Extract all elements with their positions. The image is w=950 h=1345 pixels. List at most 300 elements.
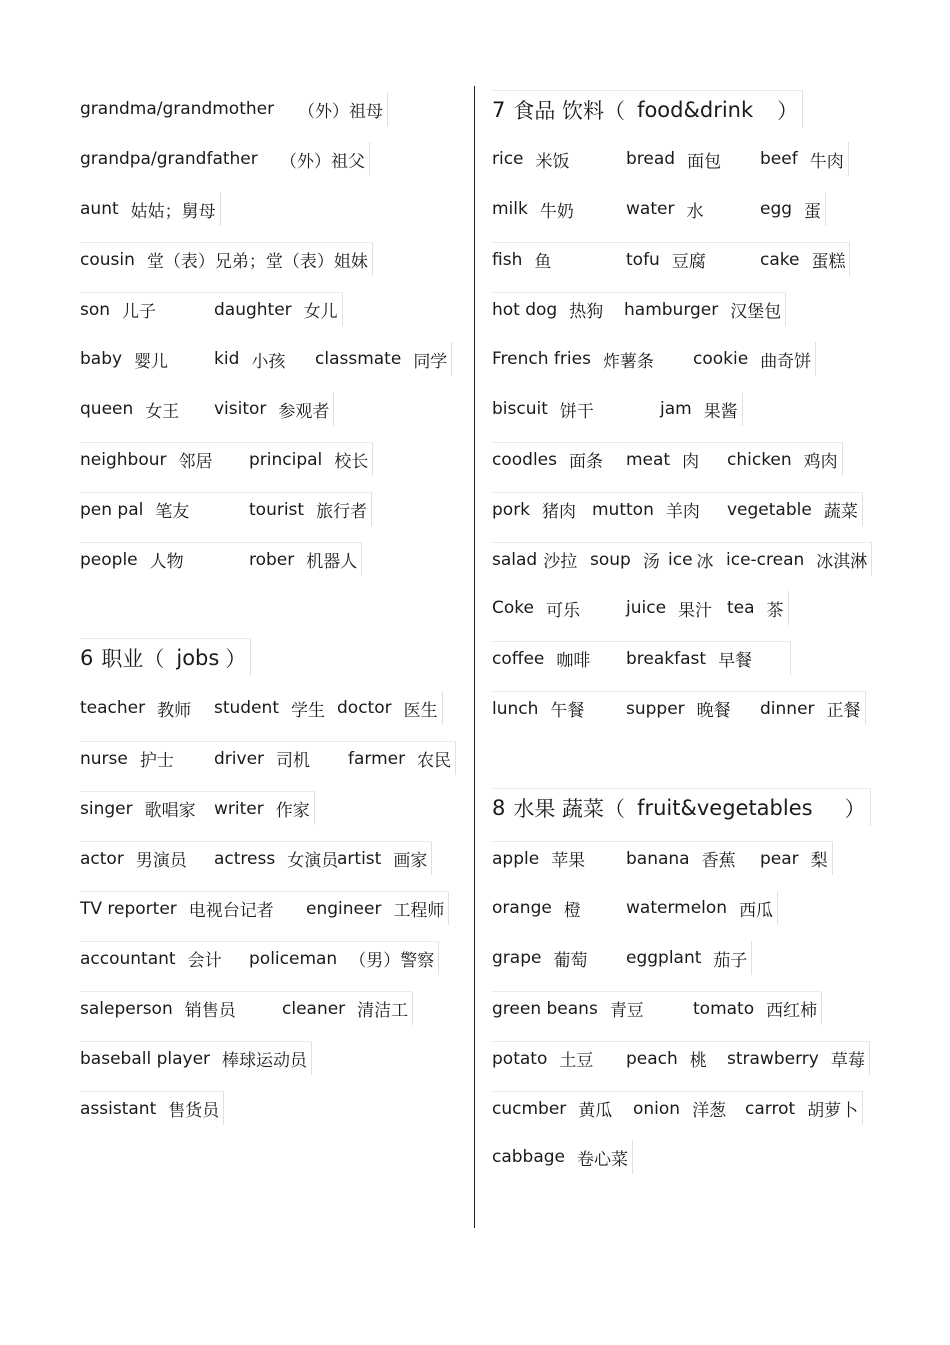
vocab-english: baseball player [80,1048,211,1069]
vocab-pair [760,846,828,871]
vocab-english: hot dog [492,299,558,320]
vocab-english: cabbage [492,1147,566,1167]
vocab-chinese: 热狗 [569,302,604,322]
vocab-pair [727,497,858,522]
vocab-row [492,841,833,875]
vocab-row [492,492,863,526]
vocab-row [492,1091,863,1125]
vocab-english: grape [492,948,542,968]
vocab-english: strawberry [727,1048,819,1069]
vocab-english: mutton [592,499,654,520]
vocab-row [492,591,789,625]
vocab-chinese: 医生 [403,700,438,721]
vocab-row [80,192,221,226]
vocab-row [80,1041,312,1075]
vocab-pair [80,99,298,119]
vocab-pair [492,946,626,971]
column-divider [474,86,475,1228]
vocab-english: nurse [80,748,128,769]
vocab-english: kid [214,349,240,369]
vocab-english: accountant [80,948,176,969]
vocab-english: driver [214,748,265,769]
vocab-row [80,791,315,825]
vocab-english: egg [760,199,793,219]
vocab-pair [492,1046,626,1071]
vocab-chinese: 作家 [275,801,310,821]
vocab-pair [492,1145,628,1170]
vocab-chinese: 正餐 [826,701,861,721]
section-title-chinese: 食品 饮料（ [513,98,626,123]
vocab-chinese: 水 [686,201,704,222]
vocab-english: fish [492,249,523,270]
vocab-row [492,1140,633,1174]
vocab-row [492,242,850,276]
vocab-chinese: 猪肉 [542,502,577,522]
vocab-english: queen [80,399,134,419]
vocab-chinese: 咖啡 [556,651,591,671]
vocab-pair [626,896,773,921]
vocab-chinese: 邻居 [178,452,213,472]
vocab-pair [727,447,838,472]
vocab-chinese: 堂（表）兄弟；堂（表）姐妹 [146,252,368,272]
vocab-pair [492,596,626,621]
vocab-english: saleperson [80,998,173,1019]
vocab-english: pear [760,848,799,869]
vocab-pair [626,197,760,222]
vocab-pair [492,297,624,322]
vocab-pair [337,846,427,871]
vocab-pair [80,197,216,222]
vocab-chinese: 儿子 [122,302,157,322]
vocab-chinese: 司机 [276,751,311,771]
vocab-chinese: 面包 [687,151,722,172]
vocab-english: vegetable [727,499,812,520]
vocab-row [80,492,372,526]
vocab-row [80,142,370,176]
vocab-pair [492,996,693,1021]
vocab-english: writer [214,798,264,819]
vocab-row [492,891,778,925]
vocab-chinese: 葡萄 [553,950,588,971]
vocab-pair [492,447,626,472]
vocab-pair [80,1046,307,1071]
vocab-english: supper [626,698,685,719]
vocab-row [80,242,373,276]
vocab-english: actress [214,848,276,869]
vocab-chinese: 会计 [187,951,222,971]
vocab-chinese: 销售员 [184,1001,236,1021]
vocab-pair [492,896,626,921]
vocab-chinese: 茶 [766,600,784,621]
vocab-chinese: 歌唱家 [144,801,196,821]
vocab-english: TV reporter [80,898,177,919]
vocab-pair [214,297,338,322]
vocab-pair [214,796,310,821]
section-title-english: food&drink [637,97,754,122]
vocab-english: beef [760,149,798,169]
vocab-chinese: 米饭 [535,151,570,172]
vocab-pair [80,149,280,169]
section-number: 7 [492,97,506,122]
vocab-english: actor [80,848,124,869]
vocab-chinese: 西瓜 [739,900,774,921]
vocab-english: tofu [626,249,660,270]
vocab-pair [282,996,408,1021]
vocab-chinese: 笔友 [155,502,190,522]
vocab-row [492,691,866,725]
vocab-pair [249,497,367,522]
vocab-pair [492,247,626,272]
vocab-english: onion [633,1098,681,1119]
vocab-english: grandpa/grandfather [80,149,258,169]
vocab-english: banana [626,848,690,869]
vocab-english: student [214,698,279,718]
vocab-chinese: 早餐 [718,651,753,671]
vocab-row [492,641,791,675]
vocab-pair [590,547,668,572]
vocab-pair [80,796,214,821]
vocab-english: cousin [80,249,135,270]
vocab-english: salad [492,549,538,570]
vocab-pair [214,746,348,771]
vocab-english: chicken [727,449,792,470]
vocab-chinese: 蛋糕 [811,252,846,272]
vocab-chinese: 女王 [145,401,180,422]
vocab-row [492,342,816,376]
vocab-english: grandma/grandmother [80,99,275,119]
vocab-pair [626,946,747,971]
vocab-pair [80,996,282,1021]
vocab-chinese: 蔬菜 [823,502,858,522]
vocab-chinese: 售货员 [168,1101,220,1121]
vocab-pair [80,247,368,272]
vocab-chinese: 鱼 [534,252,552,272]
vocab-chinese: 草莓 [830,1051,865,1071]
vocab-row [80,392,334,426]
vocab-chinese: 果汁 [678,600,713,621]
vocab-chinese: 面条 [568,452,603,472]
vocab-row [80,1091,224,1125]
vocab-pair [306,896,444,921]
vocab-pair [492,547,590,572]
vocab-chinese: 胡萝卜 [807,1101,859,1121]
vocab-pair [214,347,315,372]
vocab-english: daughter [214,299,292,320]
vocab-pair [668,547,726,572]
vocab-chinese: 画家 [393,851,428,871]
vocab-chinese: 参观者 [278,401,330,422]
vocab-pair [693,347,811,372]
vocab-row [492,1041,870,1075]
vocab-pair [626,596,727,621]
vocab-english: meat [626,449,671,470]
vocab-chinese: 婴儿 [134,351,169,372]
vocab-chinese: 同学 [413,351,448,372]
vocab-english: classmate [315,349,402,369]
vocab-english: jam [660,399,692,419]
vocab-row [80,342,452,376]
vocab-row [492,442,843,476]
section-title-close: ） [777,98,799,123]
section-title-english: jobs [176,645,220,670]
section-number: 6 [80,645,94,670]
vocab-english: baby [80,349,123,369]
vocab-pair [745,1096,858,1121]
vocab-pair [315,347,447,372]
vocab-chinese: 棒球运动员 [222,1051,308,1071]
vocab-english: Coke [492,598,534,618]
vocab-row [80,891,449,925]
vocab-pair [80,746,214,771]
vocab-english: rice [492,149,524,169]
vocab-chinese: 晚餐 [696,701,731,721]
section-title-chinese: 职业（ [101,646,165,671]
vocab-english: apple [492,848,540,869]
vocab-pair [693,996,817,1021]
vocab-chinese: 学生 [291,700,325,721]
vocab-english: lunch [492,698,539,719]
vocab-chinese: 豆腐 [671,252,706,272]
vocab-chinese: 女儿 [303,302,338,322]
vocab-chinese: 炸薯条 [602,351,654,372]
vocab-pair [626,147,760,172]
vocab-pair [760,247,845,272]
vocab-pair [626,1046,727,1071]
vocab-chinese: （外）祖母 [298,101,383,122]
vocab-english: rober [249,549,295,570]
vocab-pair [249,447,368,472]
vocab-pair [80,547,249,572]
vocab-english: policeman [249,948,338,969]
vocab-chinese: 护士 [139,751,174,771]
vocab-chinese: 校长 [334,452,369,472]
vocab-row [492,941,752,975]
vocab-pair [726,547,867,572]
vocab-english: soup [590,549,631,570]
vocab-pair [633,1096,745,1121]
vocab-english: pen pal [80,499,144,520]
vocab-english: breakfast [626,648,707,669]
vocab-chinese: 卷心菜 [577,1149,629,1170]
vocab-chinese: 清洁工 [357,1001,409,1021]
vocab-english: milk [492,199,528,219]
vocab-row [80,841,432,875]
vocab-english: tea [727,598,755,618]
vocab-pair [727,596,784,621]
section-title-close: ） [225,646,247,671]
vocab-row [80,542,362,576]
vocab-english: visitor [214,399,267,419]
vocab-row [492,392,743,426]
vocab-pair [214,696,337,721]
vocab-english: teacher [80,698,146,718]
vocab-chinese: 西红柿 [766,1001,818,1021]
vocab-pair [214,397,329,422]
vocab-chinese: 工程师 [393,901,445,921]
vocab-english: orange [492,898,552,918]
vocab-english: cookie [693,349,749,369]
vocab-row [80,741,456,775]
vocab-english: juice [626,598,667,618]
vocab-english: cake [760,249,800,270]
vocab-pair [760,147,844,172]
vocab-english: assistant [80,1098,157,1119]
section-number: 8 [492,795,506,820]
vocab-pair [80,297,214,322]
section-title-fruit [492,788,871,826]
vocab-pair [626,447,727,472]
vocab-chinese: 橙 [563,900,581,921]
vocab-chinese: 洋葱 [692,1101,727,1121]
vocab-pair [492,347,693,372]
vocab-chinese: 电视台记者 [188,901,274,921]
vocab-chinese: 旅行者 [316,502,368,522]
vocab-row [492,542,872,576]
vocab-english: hamburger [624,299,719,320]
section-title-chinese: 水果 蔬菜（ [513,796,626,821]
vocab-chinese: 牛肉 [809,151,844,172]
vocab-pair [337,696,438,721]
vocab-english: neighbour [80,449,167,470]
vocab-chinese: 羊肉 [665,502,700,522]
vocab-chinese: 鸡肉 [803,452,838,472]
vocab-row [80,92,388,126]
vocab-pair [80,696,214,721]
vocab-english: son [80,299,111,320]
vocab-english: principal [249,449,323,470]
vocab-english: tomato [693,998,755,1019]
vocab-chinese: 曲奇饼 [760,351,812,372]
vocab-chinese: 冰 [696,552,714,572]
vocab-pair [492,646,626,671]
vocab-english: singer [80,798,133,819]
vocab-pair [80,447,249,472]
vocab-chinese: 农民 [417,751,452,771]
vocab-chinese: 青豆 [609,1001,644,1021]
vocab-chinese: 梨 [810,851,828,871]
vocab-english: tourist [249,499,305,520]
vocab-pair [80,946,249,971]
vocab-row [80,292,343,326]
vocab-chinese: 沙拉 [543,552,578,572]
vocab-english: aunt [80,199,119,219]
vocab-english: dinner [760,698,815,719]
vocab-english: water [626,199,675,219]
section-title-jobs [80,638,251,676]
vocab-row [492,192,826,226]
vocab-pair [249,946,434,971]
vocab-chinese: 土豆 [559,1051,594,1071]
vocab-row [80,691,443,725]
vocab-pair [80,347,214,372]
vocab-english: green beans [492,998,598,1019]
vocab-chinese: 黄瓜 [578,1101,613,1121]
vocab-pair [626,646,786,671]
vocab-english: eggplant [626,948,702,968]
vocab-chinese: 汤 [642,552,660,572]
vocab-chinese: 女演员 [287,851,339,871]
vocab-row [80,941,439,975]
vocab-english: biscuit [492,399,548,419]
vocab-pair [214,846,337,871]
vocab-english: ice-crean [726,549,805,570]
vocab-chinese: 桃 [689,1051,707,1071]
vocab-chinese: 机器人 [306,552,358,572]
vocab-english: artist [337,848,382,869]
vocab-chinese: 茄子 [713,950,748,971]
vocab-chinese: 冰淇淋 [816,552,868,572]
vocab-english: bread [626,149,676,169]
vocab-pair [592,497,727,522]
vocab-chinese: 香蕉 [701,851,736,871]
vocab-pair [80,397,214,422]
vocab-english: ice [668,549,693,570]
vocab-chinese: 可乐 [545,600,580,621]
vocab-pair [249,547,357,572]
vocab-pair [727,1046,865,1071]
vocab-english: cucmber [492,1098,567,1119]
vocab-chinese: 人物 [149,552,184,572]
vocab-chinese: 汉堡包 [730,302,782,322]
vocab-row [492,142,849,176]
vocab-chinese: （男）警察 [349,951,435,971]
vocab-english: engineer [306,898,382,919]
vocab-row [80,991,413,1025]
vocab-pair [492,696,626,721]
vocab-pair [492,497,592,522]
vocab-pair [492,197,626,222]
vocab-pair [626,846,760,871]
vocab-english: coodles [492,449,557,470]
vocab-pair [492,1096,633,1121]
vocab-english: people [80,549,138,570]
vocab-pair [760,197,821,222]
vocab-pair [80,497,249,522]
section-title-food [492,90,803,128]
vocab-chinese: 午餐 [550,701,585,721]
vocab-english: French fries [492,349,591,369]
vocab-english: potato [492,1048,548,1069]
vocab-row [492,991,822,1025]
vocab-english: farmer [348,748,406,769]
vocab-chinese: 姑姑；舅母 [130,201,216,222]
vocab-chinese: 牛奶 [539,201,574,222]
section-title-english: fruit&vegetables [637,795,813,820]
vocab-english: peach [626,1048,678,1069]
vocab-chinese: 教师 [157,700,192,721]
vocab-chinese: （外）祖父 [280,151,365,172]
vocab-pair [348,746,451,771]
vocab-english: watermelon [626,898,728,918]
vocab-english: carrot [745,1098,796,1119]
vocab-chinese: 男演员 [135,851,187,871]
vocab-english: pork [492,499,531,520]
vocab-pair [80,1096,219,1121]
vocab-pair [80,896,306,921]
vocab-english: cleaner [282,998,346,1019]
vocab-english: coffee [492,648,545,669]
vocab-pair [492,147,626,172]
vocab-chinese: 苹果 [551,851,586,871]
vocab-pair [626,696,760,721]
vocab-chinese: 饼干 [559,401,594,422]
vocab-row [80,442,373,476]
vocab-chinese: 蛋 [804,201,822,222]
section-title-close: ） [844,796,866,821]
vocab-chinese: 果酱 [703,401,738,422]
vocab-pair [492,397,660,422]
vocab-english: doctor [337,698,392,718]
